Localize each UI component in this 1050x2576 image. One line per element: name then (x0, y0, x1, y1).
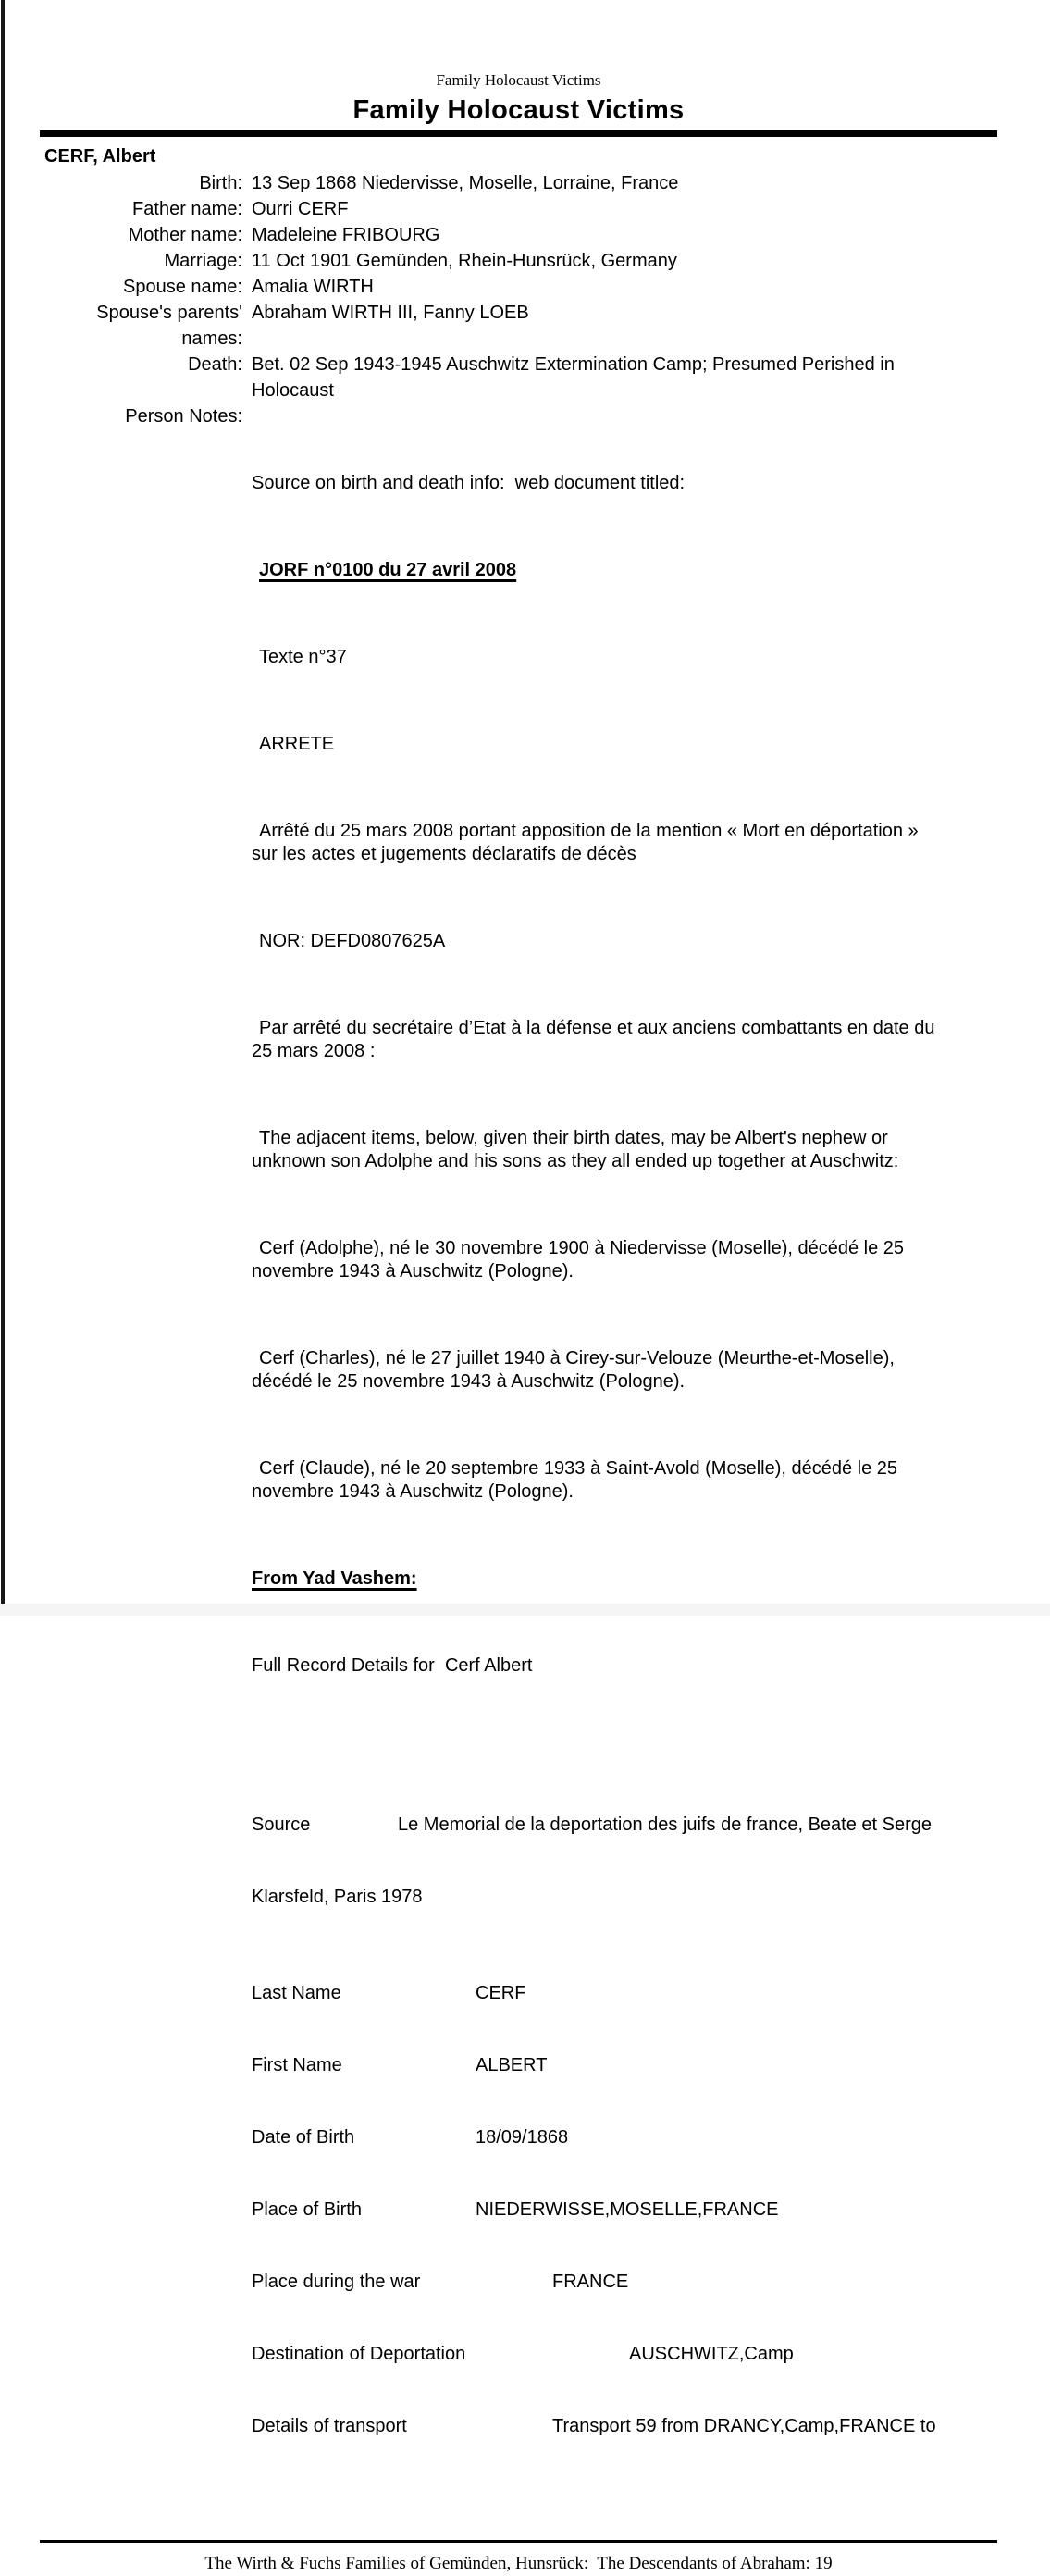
texte-number-text: Texte n°37 (259, 647, 347, 667)
cerf-adolphe-line: Cerf (Adolphe), né le 30 novembre 1900 à Niedervisse (Moselle), décédé le 25 (259, 1238, 905, 1258)
field-value-death (252, 352, 997, 403)
page-content (40, 0, 997, 2576)
cerf-charles-entry (252, 1347, 997, 1393)
yad-value-date-of-birth: 18/09/1868 (476, 2127, 569, 2148)
cerf-charles-line: décédé le 25 novembre 1943 à Auschwitz (Pologne). (252, 1371, 686, 1392)
yad-value-destination: AUSCHWITZ,Camp (629, 2344, 794, 2364)
cerf-claude-line: novembre 1943 à Auschwitz (Pologne). (252, 1481, 574, 1502)
yad-full-record-line: Full Record Details for Cerf Albert (252, 1655, 533, 1676)
header-divider (40, 130, 997, 137)
yad-row-place-of-birth (252, 2198, 997, 2222)
field-value-spouse-parents: Abraham WIRTH III, Fanny LOEB (252, 303, 529, 323)
yad-row-transport (252, 2414, 997, 2438)
field-value-father-name: Ourri CERF (252, 199, 349, 219)
bottom-edge-strip (0, 1604, 1050, 1616)
field-value-line: Holocaust (252, 380, 334, 401)
field-label-spouse-name: Spouse name: (123, 277, 242, 297)
yad-row-first-name (252, 2053, 997, 2077)
field-value-person-notes (252, 403, 997, 429)
person-fields (40, 170, 997, 429)
field-label-mother-name: Mother name: (128, 225, 242, 245)
yad-label-place-during-war: Place during the war (252, 2272, 421, 2292)
page-left-border (1, 0, 5, 1604)
notes-intro: Source on birth and death info: web document titled: (252, 473, 686, 493)
jorf-heading-text: JORF n°0100 du 27 avril 2008 (259, 560, 517, 580)
yad-value-place-during-war: FRANCE (552, 2272, 629, 2292)
field-value-spouse-name: Amalia WIRTH (252, 277, 374, 297)
field-value-line: Bet. 02 Sep 1943-1945 Auschwitz Extermination Camp; Presumed Perished in (252, 354, 895, 375)
page-header (40, 0, 997, 126)
nor-code-text: NOR: DEFD0807625A (259, 931, 446, 951)
par-arrete-line: 25 mars 2008 : (252, 1041, 376, 1061)
field-label-death: Death: (188, 354, 242, 375)
field-value-birth: 13 Sep 1868 Niedervisse, Moselle, Lorraine, France (252, 173, 679, 193)
yad-label-date-of-birth: Date of Birth (252, 2127, 355, 2148)
yad-label-source: Source (252, 1814, 311, 1835)
jorf-heading (252, 559, 997, 582)
yad-row-date-of-birth (252, 2125, 997, 2149)
yad-label-destination: Destination of Deportation (252, 2344, 466, 2364)
adjacent-items-paragraph (252, 1127, 997, 1173)
yad-row-source (252, 1813, 997, 1837)
texte-number (252, 646, 997, 669)
footer-text: The Wirth & Fuchs Families of Gemünden, Hunsrück: The Descendants of Abraham: 19 (204, 2554, 833, 2573)
field-label-birth: Birth: (199, 173, 242, 193)
yad-row-last-name (252, 1981, 997, 2005)
yad-value-last-name: CERF (476, 1983, 526, 2003)
yad-vashem-heading-text: From Yad Vashem: (252, 1568, 417, 1589)
yad-label-place-of-birth: Place of Birth (252, 2199, 362, 2220)
footer-divider (40, 2540, 997, 2543)
cerf-charles-line: Cerf (Charles), né le 27 juillet 1940 à Cirey-sur-Velouze (Meurthe-et-Moselle), (259, 1348, 895, 1368)
yad-value-first-name: ALBERT (476, 2055, 548, 2075)
yad-row-place-during-war (252, 2270, 997, 2294)
yad-label-last-name: Last Name (252, 1983, 341, 2003)
par-arrete-paragraph (252, 1017, 997, 1063)
yad-label-transport: Details of transport (252, 2416, 407, 2436)
arrete-word (252, 733, 997, 756)
field-label-marriage: Marriage: (164, 251, 242, 271)
page-title: Family Holocaust Victims (352, 95, 685, 125)
running-title: Family Holocaust Victims (436, 71, 601, 89)
person-notes-block (252, 429, 997, 2529)
yad-value-transport: Transport 59 from DRANCY,Camp,FRANCE to (552, 2416, 936, 2436)
cerf-claude-line: Cerf (Claude), né le 20 septembre 1933 à Saint-Avold (Moselle), décédé le 25 (259, 1458, 898, 1479)
adjacent-items-line: unknown son Adolphe and his sons as they all ended up together at Auschwitz: (252, 1151, 899, 1171)
yad-vashem-heading (252, 1567, 997, 1591)
cerf-adolphe-line: novembre 1943 à Auschwitz (Pologne). (252, 1261, 574, 1282)
nor-code (252, 930, 997, 953)
yad-label-first-name: First Name (252, 2055, 342, 2075)
field-label-line: Spouse's parents' (96, 303, 242, 323)
arrete-description-line: Arrêté du 25 mars 2008 portant apposition de la mention « Mort en déportation » (259, 821, 919, 841)
field-label-spouse-parents (40, 300, 242, 352)
yad-value-place-of-birth: NIEDERWISSE,MOSELLE,FRANCE (476, 2199, 779, 2220)
arrete-description-line: sur les actes et jugements déclaratifs de décès (252, 844, 636, 864)
field-label-person-notes: Person Notes: (125, 406, 242, 427)
yad-row-destination (252, 2342, 997, 2366)
cerf-claude-entry (252, 1457, 997, 1504)
yad-record-table (252, 1765, 997, 2486)
field-label-line: names: (181, 328, 242, 349)
adjacent-items-line: The adjacent items, below, given their birth dates, may be Albert's nephew or (259, 1128, 888, 1148)
field-label-father-name: Father name: (132, 199, 242, 219)
par-arrete-line: Par arrêté du secrétaire d’Etat à la défense et aux anciens combattants en date du (259, 1018, 935, 1038)
arrete-word-text: ARRETE (259, 734, 335, 754)
yad-row-source-continued: Klarsfeld, Paris 1978 (252, 1887, 423, 1907)
person-name: CERF, Albert (44, 146, 156, 167)
yad-value-source: Le Memorial de la deportation des juifs de france, Beate et Serge (398, 1814, 933, 1835)
arrete-description (252, 820, 997, 866)
field-value-marriage: 11 Oct 1901 Gemünden, Rhein-Hunsrück, Germany (252, 251, 677, 271)
cerf-adolphe-entry (252, 1237, 997, 1283)
field-value-mother-name: Madeleine FRIBOURG (252, 225, 440, 245)
